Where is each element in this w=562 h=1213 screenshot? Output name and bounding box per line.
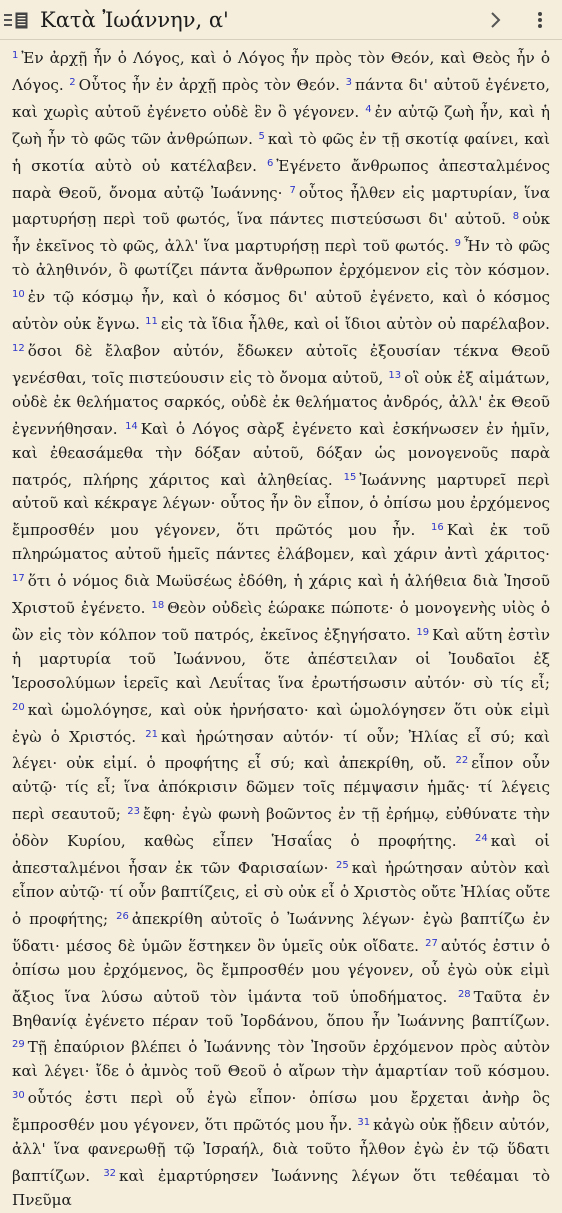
verse-number: 11 — [145, 316, 158, 328]
verse-text: καὶ οἱ ἀπεσταλμένοι ἦσαν ἐκ τῶν Φαρισαίων· — [12, 832, 550, 878]
chapter-text-area[interactable] — [0, 44, 562, 1209]
verse[interactable] — [145, 315, 550, 333]
verse-text: καὶ ἠρώτησαν αὐτὸν καὶ εἶπον αὐτῷ· τί οὖν βαπτίζεις, εἰ σὺ οὐκ εἶ ὁ Χριστὸς οὔτε Ἠλίας οὔτε ὁ προφήτης; — [12, 859, 550, 928]
verse-text: Θεὸν οὐδεὶς ἑώρακε πώποτε· ὁ μονογενὴς υἱὸς ὁ ὢν εἰς τὸν κόλπον τοῦ πατρός, ἐκεῖνος ἐξηγήσατο. — [12, 599, 550, 644]
verse-number: 19 — [416, 626, 430, 638]
verse-text: καὶ ἠρώτησαν αὐτόν· τί οὖν; Ἠλίας εἶ σύ; καὶ λέγει· οὐκ εἰμί. ὁ προφήτης εἶ σύ; καὶ ἀπεκρίθη, οὔ. — [12, 727, 550, 773]
verse-text: καὶ τὸ φῶς ἐν τῇ σκοτίᾳ φαίνει, καὶ ἡ σκοτία αὐτὸ οὐ κατέλαβεν. — [12, 129, 551, 175]
verse-text: ἔφη· ἐγὼ φωνὴ βοῶντος ἐν τῇ ἐρήμῳ, εὐθύνατε τὴν ὁδὸν Κυρίου, καθὼς εἶπεν Ἡσαΐας ὁ προφήτης. — [12, 805, 550, 851]
verse-number: 26 — [116, 910, 129, 922]
verse-text: Ἐγένετο ἄνθρωπος ἀπεσταλμένος παρὰ Θεοῦ, ὄνομα αὐτῷ Ἰωάννης· — [12, 156, 551, 202]
verse-text: αὐτός ἐστιν ὁ ὀπίσω μου ἐρχόμενος, ὃς ἔμπροσθέν μου γέγονεν, οὗ ἐγὼ οὐκ εἰμὶ ἄξιος ἵνα λύσω αὐτοῦ τὸν ἱμάντα τοῦ ὑποδήματος. — [12, 936, 550, 1006]
verse-number: 5 — [258, 130, 265, 142]
verse-number: 13 — [388, 369, 402, 381]
verse-number: 22 — [455, 755, 469, 767]
verse-text: Ἰωάννης μαρτυρεῖ περὶ αὐτοῦ καὶ κέκραγε λέγων· οὗτος ἦν ὃν εἶπον, ὁ ὀπίσω μου ἐρχόμενος ἔμπροσθέν μου γέγονεν, ὅτι πρῶτός μου ἦν. — [12, 470, 551, 540]
verse-number: 24 — [475, 833, 488, 845]
verse-number: 32 — [103, 1167, 117, 1179]
verse-text: καὶ ἐμαρτύρησεν Ἰωάννης λέγων ὅτι τεθέαμαι τὸ Πνεῦμα — [12, 1166, 551, 1209]
verse-text: ἐν αὐτῷ ζωὴ ἦν, καὶ ἡ ζωὴ ἦν τὸ φῶς τῶν ἀνθρώπων. — [12, 102, 550, 148]
verse[interactable] — [69, 76, 340, 94]
verse-number: 7 — [289, 184, 296, 196]
verse-number: 25 — [336, 860, 349, 872]
verse-text: Ἦν τὸ φῶς τὸ ἀληθινόν, ὃ φωτίζει πάντα ἄνθρωπον ἐρχόμενον εἰς τὸν κόσμον. — [12, 237, 550, 280]
verse-text: ἀπεκρίθη αὐτοῖς ὁ Ἰωάννης λέγων· ἐγὼ βαπτίζω ἐν ὕδατι· μέσος δὲ ὑμῶν ἕστηκεν ὃν ὑμεῖς οὐκ οἴδατε. — [12, 909, 551, 955]
verse-text: ὅτι ὁ νόμος διὰ Μωϋσέως ἐδόθη, ἡ χάρις καὶ ἡ ἀλήθεια διὰ Ἰησοῦ Χριστοῦ ἐγένετο. — [12, 572, 550, 618]
verse-number: 30 — [12, 1090, 25, 1102]
more-vertical-icon[interactable] — [526, 0, 554, 40]
verse-number: 29 — [12, 1039, 25, 1051]
verse-number: 6 — [267, 157, 274, 169]
verse-number: 8 — [512, 211, 520, 223]
verse-number: 12 — [12, 342, 25, 354]
verse-number: 1 — [12, 50, 19, 61]
verse-number: 4 — [365, 103, 372, 115]
verse-text: πάντα δι' αὐτοῦ ἐγένετο, καὶ χωρὶς αὐτοῦ ἐγένετο οὐδὲ ἓν ὃ γέγονεν. — [12, 75, 550, 121]
verse-number: 27 — [425, 937, 438, 949]
verse-text: οἳ οὐκ ἐξ αἱμάτων, οὐδὲ ἐκ θελήματος σαρκός, οὐδὲ ἐκ θελήματος ἀνδρός, ἀλλ' ἐκ Θεοῦ ἐγεννήθησαν. — [12, 368, 551, 438]
verse-text: Τῇ ἐπαύριον βλέπει ὁ Ἰωάννης τὸν Ἰησοῦν ἐρχόμενον πρὸς αὐτὸν καὶ λέγει· ἴδε ὁ ἀμνὸς τοῦ Θεοῦ ὁ αἴρων τὴν ἁμαρτίαν τοῦ κόσμου. — [12, 1038, 550, 1081]
chapter-text — [0, 44, 562, 1213]
chapter-title[interactable]: Κατὰ Ἰωάννην, α' — [40, 8, 229, 32]
verse-text: εἶπον οὖν αὐτῷ· τίς εἶ; ἵνα ἀπόκρισιν δῶμεν τοῖς πέμψασιν ἡμᾶς· τί λέγεις περὶ σεαυτοῦ; — [12, 754, 551, 824]
verse-number: 10 — [12, 289, 25, 301]
verse-text: Ταῦτα ἐν Βηθανίᾳ ἐγένετο πέραν τοῦ Ἰορδάνου, ὅπου ἦν Ἰωάννης βαπτίζων. — [12, 987, 550, 1030]
verse-text: καὶ ὡμολόγησε, καὶ οὐκ ἠρνήσατο· καὶ ὡμολόγησεν ὅτι οὐκ εἰμὶ ἐγὼ ὁ Χριστός. — [12, 700, 550, 746]
verse-number: 15 — [343, 471, 357, 483]
verse[interactable] — [12, 1167, 550, 1209]
verse-number: 18 — [151, 600, 165, 612]
verse-number: 3 — [345, 76, 352, 88]
verse-text: Οὗτος ἦν ἐν ἀρχῇ πρὸς τὸν Θεόν. — [78, 75, 340, 94]
verse-text: ἐν τῷ κόσμῳ ἦν, καὶ ὁ κόσμος δι' αὐτοῦ ἐγένετο, καὶ ὁ κόσμος αὐτὸν οὐκ ἔγνω. — [12, 288, 550, 334]
verse-number: 16 — [431, 522, 444, 534]
verse[interactable] — [12, 1038, 550, 1080]
verse-text: οὗτός ἐστι περὶ οὗ ἐγὼ εἶπον· ὀπίσω μου ἔρχεται ἀνὴρ ὃς ἔμπροσθέν μου γέγονεν, ὅτι πρῶτός μου ἦν. — [12, 1089, 550, 1135]
verse-text: οὐκ ἦν ἐκεῖνος τὸ φῶς, ἀλλ' ἵνα μαρτυρήσῃ περὶ τοῦ φωτός. — [12, 210, 551, 256]
verse-text: ὅσοι δὲ ἔλαβον αὐτόν, ἔδωκεν αὐτοῖς ἐξουσίαν τέκνα Θεοῦ γενέσθαι, τοῖς πιστεύουσιν εἰς τὸ ὄνομα αὐτοῦ, — [12, 341, 550, 387]
verse-text: οὗτος ἦλθεν εἰς μαρτυρίαν, ἵνα μαρτυρήσῃ περὶ τοῦ φωτός, ἵνα πάντες πιστεύσωσι δι' αὐτοῦ. — [12, 183, 550, 229]
verse-text: εἰς τὰ ἴδια ἦλθε, καὶ οἱ ἴδιοι αὐτὸν οὐ παρέλαβον. — [160, 315, 551, 334]
verse-text: Καὶ ὁ Λόγος σὰρξ ἐγένετο καὶ ἐσκήνωσεν ἐν ἡμῖν, καὶ ἐθεασάμεθα τὴν δόξαν αὐτοῦ, δόξαν ὡς μονογενοῦς παρὰ πατρός, πλήρης χάριτος καὶ ἀληθείας. — [12, 419, 550, 489]
top-app-bar — [0, 0, 562, 40]
verse-number: 14 — [125, 420, 138, 432]
verse-number: 23 — [127, 806, 140, 818]
verse-number: 2 — [69, 76, 76, 88]
verse-number: 31 — [357, 1117, 371, 1129]
book-icon[interactable] — [12, 0, 30, 40]
verse-text: κἀγὼ οὐκ ᾔδειν αὐτόν, ἀλλ' ἵνα φανερωθῇ τῷ Ἰσραήλ, διὰ τοῦτο ἦλθον ἐγὼ ἐν τῷ ὕδατι βαπτίζων. — [12, 1116, 551, 1185]
verse-number: 21 — [145, 728, 159, 740]
verse-text: Καὶ ἐκ τοῦ πληρώματος αὐτοῦ ἡμεῖς πάντες ἐλάβομεν, καὶ χάριν ἀντὶ χάριτος· — [12, 521, 550, 564]
verse-number: 17 — [12, 573, 25, 585]
verse-number: 20 — [12, 701, 25, 713]
verse-text: Καὶ αὕτη ἐστὶν ἡ μαρτυρία τοῦ Ἰωάννου, ὅτε ἀπέστειλαν οἱ Ἰουδαῖοι ἐξ Ἱεροσολύμων ἱερεῖς καὶ Λευΐτας ἵνα ἐρωτήσωσιν αὐτόν· σὺ τίς εἶ; — [12, 625, 551, 692]
verse-number: 9 — [454, 238, 461, 250]
verse-number: 28 — [457, 988, 471, 1000]
verse-text: Ἐν ἀρχῇ ἦν ὁ Λόγος, καὶ ὁ Λόγος ἦν πρὸς τὸν Θεόν, καὶ Θεὸς ἦν ὁ Λόγος. — [12, 49, 550, 94]
chevron-right-icon[interactable] — [482, 0, 510, 40]
